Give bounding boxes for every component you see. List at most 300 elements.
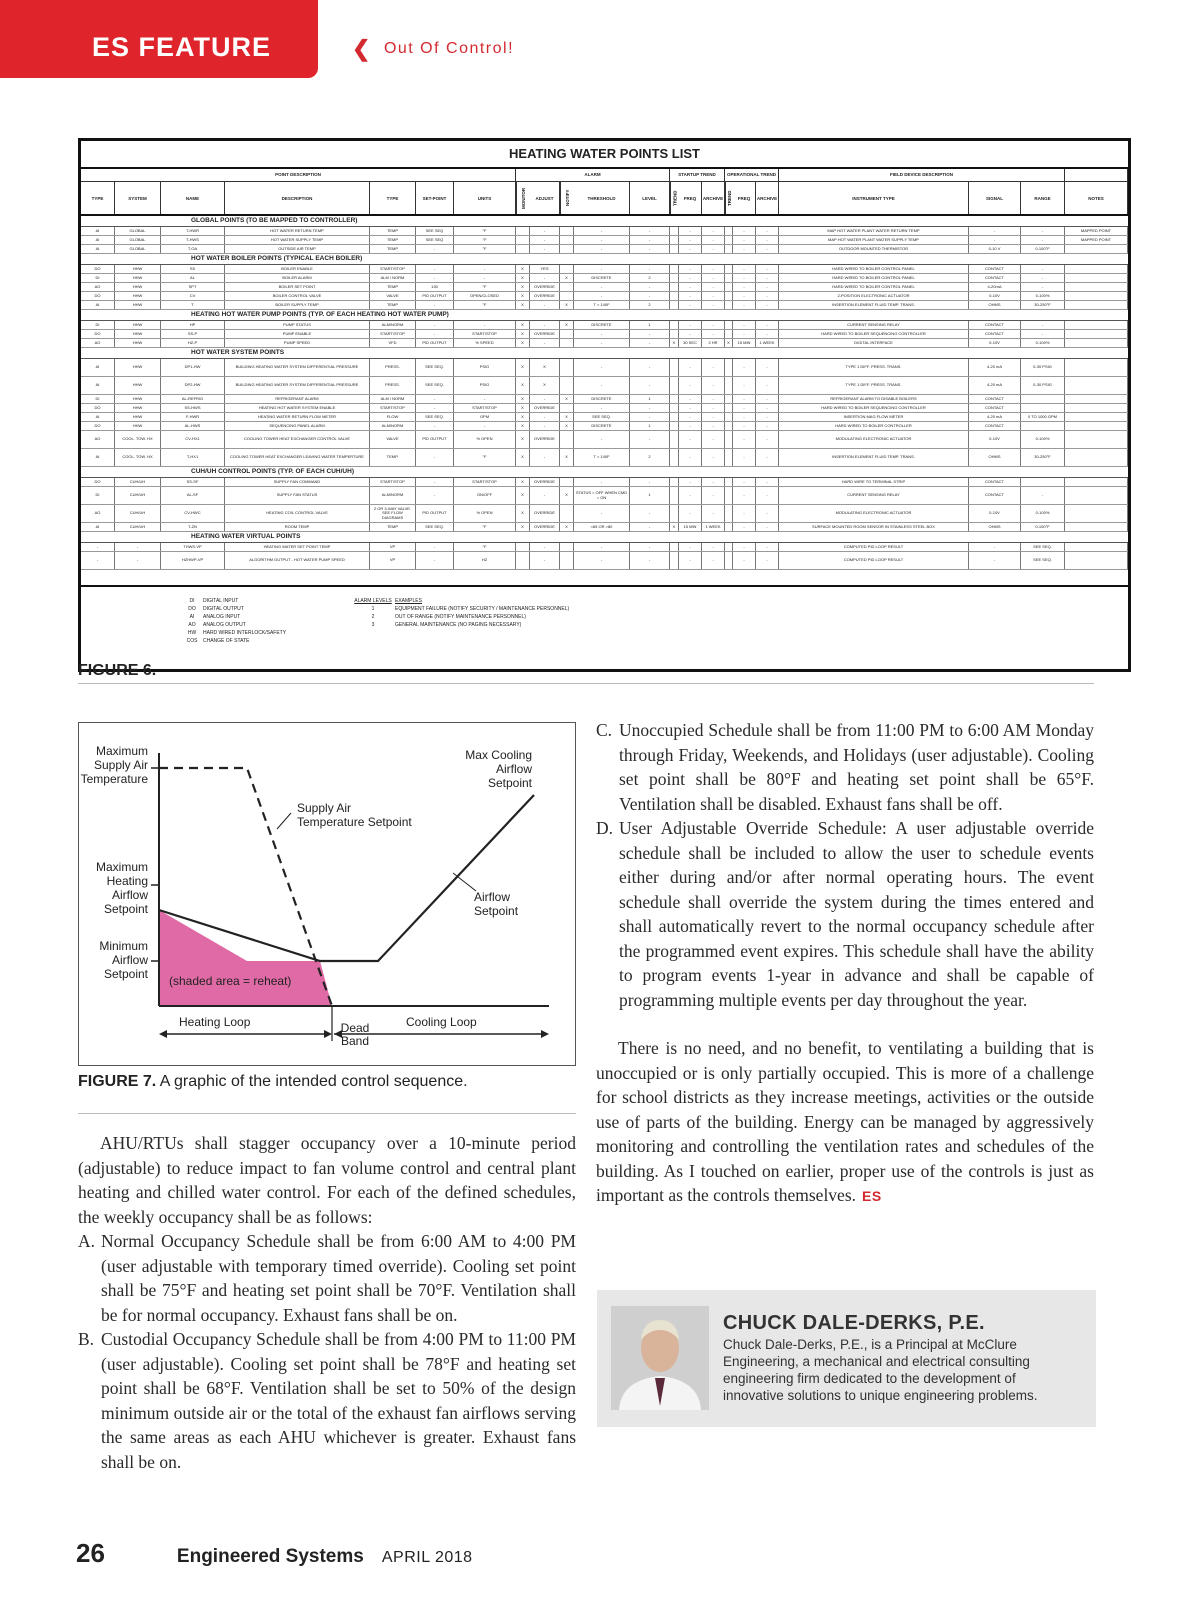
- table-cell: [1065, 505, 1128, 522]
- table-column-header: SYSTEM: [115, 182, 161, 214]
- table-cell: X: [516, 478, 530, 486]
- table-row: [81, 274, 1128, 283]
- table-cell: [725, 274, 733, 282]
- table-cell: 0-100%: [1021, 292, 1065, 300]
- table-column-header: MONITOR: [516, 182, 530, 214]
- table-cell: -: [530, 487, 560, 504]
- table-cell: HARD WIRED TO BOILER CONTROL PANEL: [779, 283, 969, 291]
- table-cell: AI: [81, 236, 115, 244]
- table-cell: HOT WATER SUPPLY TEMP: [225, 236, 370, 244]
- table-cell: MAPPED POINT: [1065, 236, 1128, 244]
- table-cell: [1065, 395, 1128, 403]
- table-cell: AI: [81, 449, 115, 466]
- table-cell: -: [574, 283, 630, 291]
- table-section-title: CUH/UH CONTROL POINTS (TYP. OF EACH CUH/UH): [81, 467, 1128, 478]
- es-end-mark: ES: [862, 1188, 882, 1204]
- back-link-label: Out Of Control!: [383, 40, 515, 57]
- table-cell: X: [516, 274, 530, 282]
- legend-level-row: 3 GENERAL MAINTENANCE (NO PAGING NECESSARY): [371, 622, 522, 628]
- table-cell: [1021, 395, 1065, 403]
- table-cell: 30-250°F: [1021, 301, 1065, 309]
- table-cell: -: [756, 265, 779, 273]
- table-cell: TEMP: [370, 236, 416, 244]
- table-group-header: STARTUP TREND: [670, 169, 725, 181]
- table-cell: HHW: [115, 422, 161, 430]
- table-cell: [1065, 523, 1128, 531]
- table-cell: [1065, 487, 1128, 504]
- table-cell: -: [630, 283, 670, 291]
- list-item: A. Normal Occupancy Schedule shall be from 6:00 AM to 4:00 PM (user adjustable with temporary timed override). Cooling set point shall be 75°F and heating set point shall be 70°F. Ventilation shall be for normal occupancy. Exhaust fans shall be on.: [78, 1231, 576, 1325]
- table-cell: -: [733, 301, 756, 309]
- table-cell: OVERRIDE: [530, 283, 560, 291]
- table-cell: X: [516, 449, 530, 466]
- table-cell: -: [733, 274, 756, 282]
- table-cell: GLOBAL: [115, 245, 161, 253]
- table-cell: [1065, 265, 1128, 273]
- table-cell: [516, 236, 530, 244]
- table-cell: T > 140F: [574, 449, 630, 466]
- table-cell: -: [733, 449, 756, 466]
- table-column-header: RANGE: [1021, 182, 1065, 214]
- table-cell: -: [530, 449, 560, 466]
- table-cell: [725, 422, 733, 430]
- y-label-max-supply-air: Maximum Supply Air Temperature: [80, 744, 148, 786]
- table-cell: -: [630, 227, 670, 235]
- table-column-header: ARCHIVE: [756, 182, 779, 214]
- table-cell: OUTDOOR MOUNTED THERMISTOR: [779, 245, 969, 253]
- legend-levels-header: ALARM LEVELS EXAMPLES: [354, 598, 422, 604]
- table-cell: [560, 330, 574, 338]
- table-cell: SEQUENCING PANEL ALARM: [225, 422, 370, 430]
- table-cell: 2: [630, 301, 670, 309]
- table-row: [81, 339, 1128, 348]
- table-row: [81, 292, 1128, 301]
- table-cell: START/STOP: [454, 478, 516, 486]
- table-cell: -: [756, 413, 779, 421]
- table-cell: START/STOP: [370, 478, 416, 486]
- table-cell: OVERRIDE: [530, 431, 560, 448]
- table-row: [81, 478, 1128, 487]
- table-cell: HEATING COIL CONTROL VALVE: [225, 505, 370, 522]
- control-sequence-chart: [78, 722, 576, 1066]
- legend-alarm-levels: [351, 597, 569, 629]
- table-cell: CUH/UH: [115, 523, 161, 531]
- table-cell: -: [756, 227, 779, 235]
- table-row: [81, 404, 1128, 413]
- table-cell: 1: [630, 395, 670, 403]
- table-cell: -: [733, 523, 756, 531]
- table-cell: X: [560, 487, 574, 504]
- table-body: [81, 216, 1128, 570]
- table-cell: -: [416, 330, 454, 338]
- table-cell: -: [454, 321, 516, 329]
- table-column-header: TREND: [670, 182, 679, 214]
- table-cell: -: [416, 422, 454, 430]
- table-cell: [560, 339, 574, 347]
- table-cell: -: [756, 395, 779, 403]
- table-cell: -: [574, 377, 630, 394]
- table-cell: [725, 377, 733, 394]
- table-cell: [670, 505, 679, 522]
- table-cell: [725, 449, 733, 466]
- table-cell: °F: [454, 449, 516, 466]
- table-cell: HEATING WATER SET POINT TEMP: [225, 543, 370, 551]
- table-cell: X: [560, 523, 574, 531]
- table-cell: -: [756, 359, 779, 376]
- table-cell: [670, 245, 679, 253]
- table-cell: -: [530, 552, 560, 569]
- table-column-header: ARCHIVE: [702, 182, 725, 214]
- table-cell: OHMS: [969, 301, 1021, 309]
- table-cell: [1021, 478, 1065, 486]
- author-box: [597, 1290, 1096, 1427]
- table-cell: % SPEED: [454, 339, 516, 347]
- table-cell: COMPUTED PID LOOP RESULT: [779, 552, 969, 569]
- table-cell: HHW: [115, 339, 161, 347]
- table-cell: [670, 487, 679, 504]
- table-group-header: OPERATIONAL TREND: [725, 169, 779, 181]
- table-cell: -: [733, 478, 756, 486]
- table-cell: X: [516, 265, 530, 273]
- table-cell: -: [733, 395, 756, 403]
- table-cell: PUMP SPEED: [225, 339, 370, 347]
- table-cell: [725, 283, 733, 291]
- table-cell: MODULATING ELECTRONIC ACTUATOR: [779, 505, 969, 522]
- table-cell: -: [1021, 265, 1065, 273]
- table-cell: -: [702, 236, 725, 244]
- table-column-header: NAME: [161, 182, 225, 214]
- table-cell: 15 MIN: [733, 339, 756, 347]
- table-cell: X: [560, 321, 574, 329]
- table-cell: PUMP STATUS: [225, 321, 370, 329]
- table-cell: -: [574, 404, 630, 412]
- table-cell: -: [756, 274, 779, 282]
- table-cell: BUILDING HEATING WATER SYSTEM DIFFERENTIAL PRESSURE: [225, 377, 370, 394]
- table-cell: AL-SF: [161, 487, 225, 504]
- table-cell: X: [530, 377, 560, 394]
- table-section-title: HEATING HOT WATER PUMP POINTS (TYP. OF EACH HEATING HOT WATER PUMP): [81, 310, 1128, 321]
- region-cooling-loop: Cooling Loop: [406, 1015, 477, 1029]
- table-column-header: INSTRUMENT TYPE: [779, 182, 969, 214]
- table-cell: OVERRIDE: [530, 404, 560, 412]
- table-cell: OVERRIDE: [530, 330, 560, 338]
- legend-code-row: DO DIGITAL OUTPUT: [188, 606, 244, 612]
- table-cell: -: [702, 265, 725, 273]
- table-cell: 0-30 PSIG: [1021, 359, 1065, 376]
- table-cell: 0 TO 1000 GPM: [1021, 413, 1065, 421]
- table-cell: -: [756, 292, 779, 300]
- table-cell: START/STOP: [370, 404, 416, 412]
- legend-level-row: 2 OUT OF RANGE (NOTIFY MAINTENANCE PERSONNEL): [371, 614, 526, 620]
- table-cell: -: [733, 543, 756, 551]
- table-cell: -: [454, 422, 516, 430]
- table-cell: -: [630, 543, 670, 551]
- table-cell: [670, 552, 679, 569]
- table-cell: -: [756, 236, 779, 244]
- table-cell: -: [756, 449, 779, 466]
- table-cell: ALM/NORM: [370, 321, 416, 329]
- table-cell: -: [679, 359, 702, 376]
- table-cell: -: [574, 339, 630, 347]
- table-cell: -: [679, 274, 702, 282]
- table-cell: AL-HWS: [161, 422, 225, 430]
- table-cell: 0-10 V: [969, 245, 1021, 253]
- table-cell: -: [733, 404, 756, 412]
- table-cell: BOILER SUPPLY TEMP: [225, 301, 370, 309]
- table-cell: -: [733, 292, 756, 300]
- table-cell: CONTACT: [969, 330, 1021, 338]
- table-group-header: [1065, 169, 1128, 181]
- table-cell: [670, 449, 679, 466]
- table-cell: -: [630, 404, 670, 412]
- table-cell: X: [516, 413, 530, 421]
- table-cell: -: [630, 339, 670, 347]
- table-cell: [670, 301, 679, 309]
- table-cell: -: [416, 543, 454, 551]
- table-cell: PID OUTPUT: [416, 431, 454, 448]
- table-cell: INSERTION ELEMENT FLUID TEMP. TRANS.: [779, 301, 969, 309]
- table-cell: -: [702, 321, 725, 329]
- table-cell: °F: [454, 543, 516, 551]
- table-cell: STATUS = OFF WHEN CMD = ON: [574, 487, 630, 504]
- page-number: 26: [76, 1538, 105, 1568]
- table-cell: T-HWS: [161, 236, 225, 244]
- table-cell: X: [560, 422, 574, 430]
- table-cell: GPM: [454, 413, 516, 421]
- table-cell: PRESS.: [370, 359, 416, 376]
- table-group-header: ALARM: [516, 169, 670, 181]
- table-cell: -: [756, 330, 779, 338]
- table-cell: -: [756, 301, 779, 309]
- table-cell: -: [969, 227, 1021, 235]
- table-row: [81, 283, 1128, 292]
- table-row: [81, 449, 1128, 467]
- table-cell: OHMS: [969, 523, 1021, 531]
- table-cell: 0-10V: [969, 339, 1021, 347]
- table-cell: CV: [161, 292, 225, 300]
- table-cell: X: [670, 339, 679, 347]
- table-cell: -: [630, 413, 670, 421]
- table-cell: GLOBAL: [115, 236, 161, 244]
- divider: [78, 1113, 576, 1114]
- table-cell: X: [560, 395, 574, 403]
- author-photo: [611, 1306, 709, 1410]
- table-cell: [670, 395, 679, 403]
- table-cell: [560, 543, 574, 551]
- table-cell: SURFACE MOUNTED ROOM SENSOR IN STAINLESS STEEL BOX: [779, 523, 969, 531]
- table-cell: FLOW: [370, 413, 416, 421]
- table-cell: HHW: [115, 265, 161, 273]
- table-cell: [725, 236, 733, 244]
- table-cell: -: [702, 377, 725, 394]
- table-cell: -: [756, 377, 779, 394]
- table-cell: [1065, 283, 1128, 291]
- table-cell: DI: [81, 487, 115, 504]
- table-column-header: THRESHOLD: [574, 182, 630, 214]
- table-cell: X: [560, 274, 574, 282]
- table-cell: HZHWP-VP: [161, 552, 225, 569]
- table-cell: 0-100%: [1021, 339, 1065, 347]
- table-column-header: NOTIFY: [560, 182, 574, 214]
- table-cell: -: [630, 552, 670, 569]
- table-cell: TEMP: [370, 283, 416, 291]
- table-cell: [670, 413, 679, 421]
- callout-airflow: [453, 873, 476, 891]
- table-cell: 130: [416, 283, 454, 291]
- table-cell: -: [1021, 227, 1065, 235]
- table-cell: AO: [81, 339, 115, 347]
- table-cell: -: [679, 377, 702, 394]
- table-row: [81, 321, 1128, 330]
- table-cell: X: [670, 523, 679, 531]
- table-cell: DISCRETE: [574, 422, 630, 430]
- table-column-header: LEVEL: [630, 182, 670, 214]
- table-cell: ALM / NORM: [370, 274, 416, 282]
- table-cell: X: [516, 523, 530, 531]
- table-cell: DP1-HW: [161, 359, 225, 376]
- table-row: [81, 330, 1128, 339]
- table-column-header: SIGNAL: [969, 182, 1021, 214]
- table-row: [81, 431, 1128, 449]
- table-cell: [560, 552, 574, 569]
- table-legend: [81, 585, 1128, 669]
- table-cell: COMPUTED PID LOOP RESULT: [779, 543, 969, 551]
- table-cell: [670, 543, 679, 551]
- table-cell: X: [516, 359, 530, 376]
- table-cell: [516, 552, 530, 569]
- legend-code-row: AI ANALOG INPUT: [189, 614, 241, 620]
- table-cell: COOL. TOW. HX: [115, 431, 161, 448]
- back-link[interactable]: [352, 38, 514, 60]
- table-cell: -: [702, 274, 725, 282]
- table-cell: -: [756, 422, 779, 430]
- table-cell: -: [574, 245, 630, 253]
- table-cell: -: [756, 523, 779, 531]
- table-cell: -: [756, 543, 779, 551]
- table-cell: [670, 377, 679, 394]
- table-cell: -: [679, 245, 702, 253]
- table-cell: [1065, 330, 1128, 338]
- table-cell: 0-10V: [969, 431, 1021, 448]
- table-cell: REFRIGERANT ALARM: [225, 395, 370, 403]
- table-cell: -: [574, 478, 630, 486]
- table-cell: CONTACT: [969, 404, 1021, 412]
- table-cell: °F: [454, 236, 516, 244]
- region-dead-band: Dead Band: [340, 1021, 370, 1048]
- table-column-header: NOTES: [1065, 182, 1128, 214]
- table-cell: DISCRETE: [574, 274, 630, 282]
- table-cell: -: [733, 321, 756, 329]
- table-cell: [725, 301, 733, 309]
- table-cell: -: [530, 301, 560, 309]
- table-cell: % OPEN: [454, 431, 516, 448]
- table-cell: CV-HWC: [161, 505, 225, 522]
- table-cell: -: [630, 292, 670, 300]
- table-cell: -: [702, 404, 725, 412]
- table-cell: SUPPLY FAN STATUS: [225, 487, 370, 504]
- table-cell: COOL. TOW. HX: [115, 449, 161, 466]
- table-cell: HHW: [115, 359, 161, 376]
- table-cell: PID OUTPUT: [416, 292, 454, 300]
- table-cell: VP: [370, 552, 416, 569]
- table-cell: -: [756, 283, 779, 291]
- table-cell: X: [516, 292, 530, 300]
- table-cell: [1065, 404, 1128, 412]
- table-cell: AI: [81, 523, 115, 531]
- table-cell: X: [560, 413, 574, 421]
- table-cell: OHMS: [969, 449, 1021, 466]
- table-cell: [1065, 245, 1128, 253]
- table-cell: X: [560, 301, 574, 309]
- table-cell: -: [1021, 274, 1065, 282]
- table-cell: HARD WIRED TO BOILER CONTROL PANEL: [779, 274, 969, 282]
- table-cell: VALVE: [370, 431, 416, 448]
- table-cell: AL-REFRIG: [161, 395, 225, 403]
- annotation-reheat: (shaded area = reheat): [169, 974, 292, 988]
- right-column: [596, 718, 1094, 1209]
- table-section-title: HOT WATER BOILER POINTS (TYPICAL EACH BOILER): [81, 254, 1128, 265]
- table-cell: °F: [454, 227, 516, 235]
- heating-water-points-table: [78, 138, 1131, 672]
- table-column-header: UNITS: [454, 182, 516, 214]
- table-cell: 4-20 mA: [969, 359, 1021, 376]
- legend-code-row: DI DIGITAL INPUT: [189, 598, 239, 604]
- table-cell: 30-250°F: [1021, 449, 1065, 466]
- table-cell: X: [516, 505, 530, 522]
- table-row: [81, 395, 1128, 404]
- table-cell: -: [574, 359, 630, 376]
- table-cell: -: [454, 274, 516, 282]
- table-row: [81, 359, 1128, 377]
- table-cell: INSERTION ELEMENT FLUID TEMP. TRANS.: [779, 449, 969, 466]
- legend-code-row: AO ANALOG OUTPUT: [188, 622, 246, 628]
- table-cell: -: [679, 543, 702, 551]
- table-cell: ON/OFF: [454, 487, 516, 504]
- table-cell: -: [733, 422, 756, 430]
- table-cell: BOILER ENABLE: [225, 265, 370, 273]
- table-title: HEATING WATER POINTS LIST: [81, 141, 1128, 169]
- table-cell: -: [702, 283, 725, 291]
- table-cell: -: [530, 413, 560, 421]
- table-cell: -: [733, 227, 756, 235]
- table-cell: HHW: [115, 377, 161, 394]
- table-cell: CONTACT: [969, 487, 1021, 504]
- table-cell: -: [756, 321, 779, 329]
- table-cell: 4-20 mA: [969, 377, 1021, 394]
- table-cell: DI: [81, 395, 115, 403]
- table-cell: -: [630, 377, 670, 394]
- table-cell: [670, 359, 679, 376]
- legend-level-row: 1 EQUIPMENT FAILURE (NOTIFY SECURITY / MAINTENANCE PERSONNEL): [371, 606, 570, 612]
- legend-code-row: HW HARD WIRED INTERLOCK/SAFETY: [187, 630, 287, 636]
- table-cell: CV-HX1: [161, 431, 225, 448]
- table-cell: [560, 377, 574, 394]
- table-cell: DO: [81, 292, 115, 300]
- table-cell: DO: [81, 330, 115, 338]
- table-cell: OVERRIDE: [530, 292, 560, 300]
- divider: [78, 683, 1094, 684]
- table-row: [81, 543, 1128, 552]
- table-cell: -: [1021, 321, 1065, 329]
- table-cell: START/STOP: [370, 265, 416, 273]
- table-cell: CUH/UH: [115, 505, 161, 522]
- table-cell: DI: [81, 321, 115, 329]
- table-cell: DISCRETE: [574, 321, 630, 329]
- table-cell: °F: [454, 283, 516, 291]
- table-cell: °F: [454, 523, 516, 531]
- table-cell: [1065, 292, 1128, 300]
- annotation-airflow-setpoint: Airflow Setpoint: [474, 890, 519, 918]
